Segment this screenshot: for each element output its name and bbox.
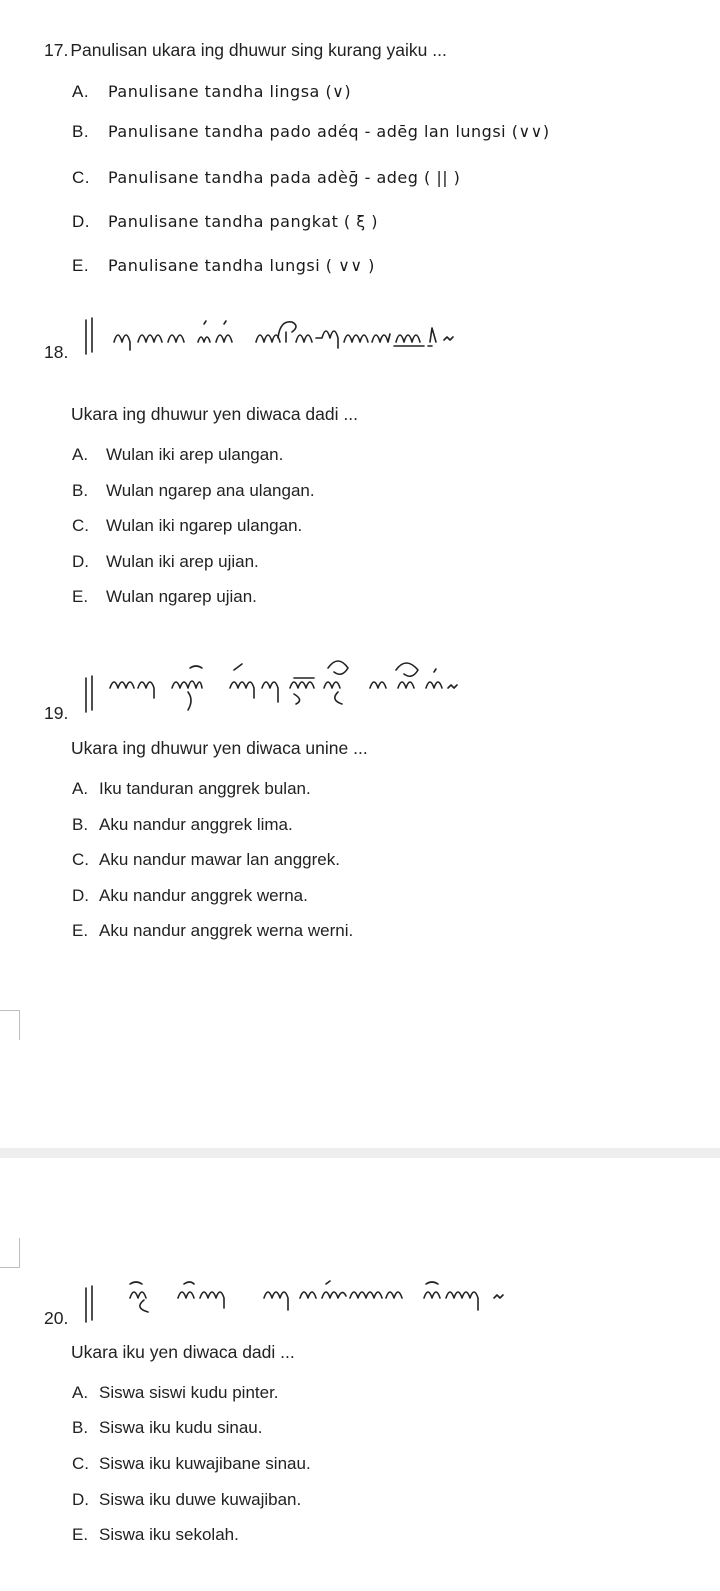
q19-option-d-letter: D. (72, 886, 89, 905)
q17-text: Panulisan ukara ing dhuwur sing kurang yaiku ... (70, 40, 447, 60)
q19-option-e-letter: E. (72, 921, 89, 940)
q17-option-c-letter: C. (72, 168, 90, 187)
q20-option-d-text: Siswa iku duwe kuwajiban. (99, 1490, 302, 1509)
q18-option-b-letter: B. (72, 481, 89, 500)
q19-option-e[interactable] (72, 921, 353, 941)
q18-javanese-script-image (80, 312, 520, 362)
q17-option-b-text: Panulisane tandha pado adéq - adēg lan lungsi (∨∨) (108, 122, 550, 141)
q20-option-a[interactable] (72, 1383, 279, 1403)
q20-option-c[interactable] (72, 1454, 311, 1474)
q20-option-a-text: Siswa siswi kudu pinter. (99, 1383, 279, 1402)
q19-option-d-text: Aku nandur anggrek werna. (99, 886, 308, 905)
page-edge-top (0, 1010, 20, 1011)
q19-option-a[interactable] (72, 779, 311, 799)
q19-javanese-script-image (80, 640, 480, 716)
q19-prompt: Ukara ing dhuwur yen diwaca unine ... (71, 738, 368, 758)
q20-option-e-letter: E. (72, 1525, 89, 1544)
q17-option-b[interactable] (72, 122, 550, 142)
q19-option-b[interactable] (72, 815, 293, 835)
q19-option-d[interactable] (72, 886, 308, 906)
q18-option-e-letter: E. (72, 587, 89, 606)
q18-option-e-text: Wulan ngarep ujian. (106, 587, 257, 606)
q18-option-b-text: Wulan ngarep ana ulangan. (106, 481, 315, 500)
q18-option-c-letter: C. (72, 516, 89, 535)
q17-option-d-text: Panulisane tandha pangkat ( ξ ) (108, 212, 379, 231)
q17-question (44, 40, 447, 61)
q17-option-a[interactable] (72, 82, 351, 102)
q20-option-a-letter: A. (72, 1383, 89, 1402)
q17-option-d-letter: D. (72, 212, 90, 231)
q20-option-b-letter: B. (72, 1418, 89, 1437)
q20-option-e-text: Siswa iku sekolah. (99, 1525, 239, 1544)
q18-option-d[interactable] (72, 552, 259, 572)
q17-option-c[interactable] (72, 168, 460, 188)
page-edge-bottom (0, 1267, 20, 1268)
q20-option-d-letter: D. (72, 1490, 89, 1509)
q19-option-a-letter: A. (72, 779, 89, 798)
q20-prompt: Ukara iku yen diwaca dadi ... (71, 1342, 295, 1362)
q19-option-b-letter: B. (72, 815, 89, 834)
q20-option-c-text: Siswa iku kuwajibane sinau. (99, 1454, 311, 1473)
q17-option-e[interactable] (72, 256, 375, 276)
q18-prompt: Ukara ing dhuwur yen diwaca dadi ... (71, 404, 358, 424)
q17-option-a-letter: A. (72, 82, 90, 101)
q18-number: 18. (44, 342, 69, 362)
q17-option-c-text: Panulisane tandha pada adèḡ - adeg ( || ) (108, 168, 461, 187)
q20-option-c-letter: C. (72, 1454, 89, 1473)
q19-option-a-text: Iku tanduran anggrek bulan. (99, 779, 311, 798)
q19-option-c-text: Aku nandur mawar lan anggrek. (99, 850, 340, 869)
q17-number: 17. (44, 40, 69, 60)
page-edge-top-side (19, 1010, 20, 1040)
page-separator (0, 1148, 720, 1158)
q18-option-c[interactable] (72, 516, 302, 536)
q18-option-c-text: Wulan iki ngarep ulangan. (106, 516, 303, 535)
q18-option-a[interactable] (72, 445, 283, 465)
q17-option-d[interactable] (72, 212, 378, 232)
q20-javanese-script-image (80, 1270, 560, 1330)
q19-number: 19. (44, 703, 69, 723)
q20-option-d[interactable] (72, 1490, 301, 1510)
q18-option-a-letter: A. (72, 445, 89, 464)
q17-option-b-letter: B. (72, 122, 90, 141)
q17-option-e-text: Panulisane tandha lungsi ( ∨∨ ) (108, 256, 375, 275)
page-edge-bottom-side (19, 1238, 20, 1268)
q19-option-c-letter: C. (72, 850, 89, 869)
q20-option-e[interactable] (72, 1525, 239, 1545)
q17-option-a-text: Panulisane tandha lingsa (∨) (108, 82, 352, 101)
q19-option-c[interactable] (72, 850, 340, 870)
q18-option-b[interactable] (72, 481, 315, 501)
q18-option-a-text: Wulan iki arep ulangan. (106, 445, 284, 464)
q18-option-d-text: Wulan iki arep ujian. (106, 552, 259, 571)
q20-option-b[interactable] (72, 1418, 262, 1438)
q18-option-d-letter: D. (72, 552, 89, 571)
q17-option-e-letter: E. (72, 256, 90, 275)
q19-option-e-text: Aku nandur anggrek werna werni. (99, 921, 354, 940)
q19-option-b-text: Aku nandur anggrek lima. (99, 815, 293, 834)
q20-number: 20. (44, 1308, 69, 1328)
q20-option-b-text: Siswa iku kudu sinau. (99, 1418, 263, 1437)
q18-option-e[interactable] (72, 587, 257, 607)
